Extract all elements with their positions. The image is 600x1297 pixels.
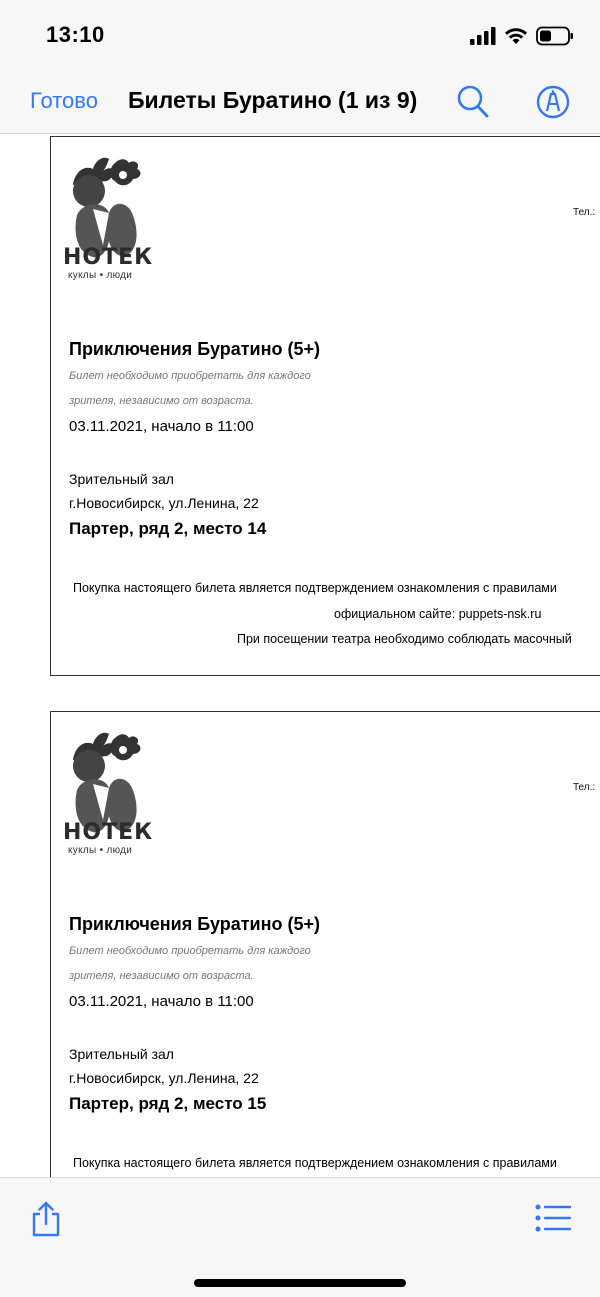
- show-date: 03.11.2021, начало в 11:00: [69, 418, 254, 435]
- ticket-note: Билет необходимо приобретать для каждого: [69, 945, 311, 957]
- hall-name: Зрительный зал: [69, 471, 174, 487]
- rules-text: При посещении театра необходимо соблюдать масочный: [237, 632, 572, 646]
- show-date: 03.11.2021, начало в 11:00: [69, 993, 254, 1010]
- phone-label: Тел.:: [573, 207, 596, 218]
- home-indicator[interactable]: [194, 1279, 406, 1287]
- hall-name: Зрительный зал: [69, 1046, 174, 1062]
- document-viewer[interactable]: [0, 135, 600, 1177]
- list-icon[interactable]: [535, 1204, 571, 1232]
- show-title: Приключения Буратино (5+): [69, 914, 320, 934]
- rules-text: официальном сайте: puppets-nsk.ru: [334, 607, 542, 621]
- ticket-page: [50, 136, 600, 676]
- status-icons: [470, 24, 574, 48]
- venue-address: г.Новосибирск, ул.Ленина, 22: [69, 1070, 259, 1086]
- logo-wordmark: НОТЕК: [63, 245, 154, 270]
- wifi-icon: [504, 27, 528, 45]
- logo-subtitle: куклы • люди: [68, 845, 133, 856]
- bottom-toolbar: [0, 1177, 600, 1297]
- share-icon[interactable]: [30, 1200, 62, 1238]
- seat-info: Партер, ряд 2, место 15: [69, 1094, 267, 1113]
- done-button[interactable]: Готово: [30, 88, 98, 113]
- markup-pen-icon[interactable]: [535, 84, 571, 120]
- battery-icon: [536, 26, 574, 46]
- document-title: Билеты Буратино (1 из 9): [128, 87, 418, 113]
- venue-address: г.Новосибирск, ул.Ленина, 22: [69, 495, 259, 511]
- show-title: Приключения Буратино (5+): [69, 339, 320, 359]
- phone-label: Тел.:: [573, 782, 596, 793]
- logo-subtitle: куклы • люди: [68, 270, 133, 281]
- status-bar: [0, 0, 600, 70]
- ticket-note: зрителя, независимо от возраста.: [69, 970, 254, 982]
- logo-wordmark: НОТЕК: [63, 820, 154, 845]
- ticket-note: Билет необходимо приобретать для каждого: [69, 370, 311, 382]
- seat-info: Партер, ряд 2, место 14: [69, 519, 267, 538]
- search-icon[interactable]: [456, 84, 490, 120]
- ticket-page: [50, 711, 600, 1177]
- nav-bar: [0, 70, 600, 134]
- rules-text: Покупка настоящего билета является подтверждением ознакомления с правилами: [73, 581, 557, 595]
- rules-text: Покупка настоящего билета является подтверждением ознакомления с правилами: [73, 1156, 557, 1170]
- ticket-note: зрителя, независимо от возраста.: [69, 395, 254, 407]
- status-time: 13:10: [46, 22, 105, 47]
- signal-icon: [470, 27, 496, 45]
